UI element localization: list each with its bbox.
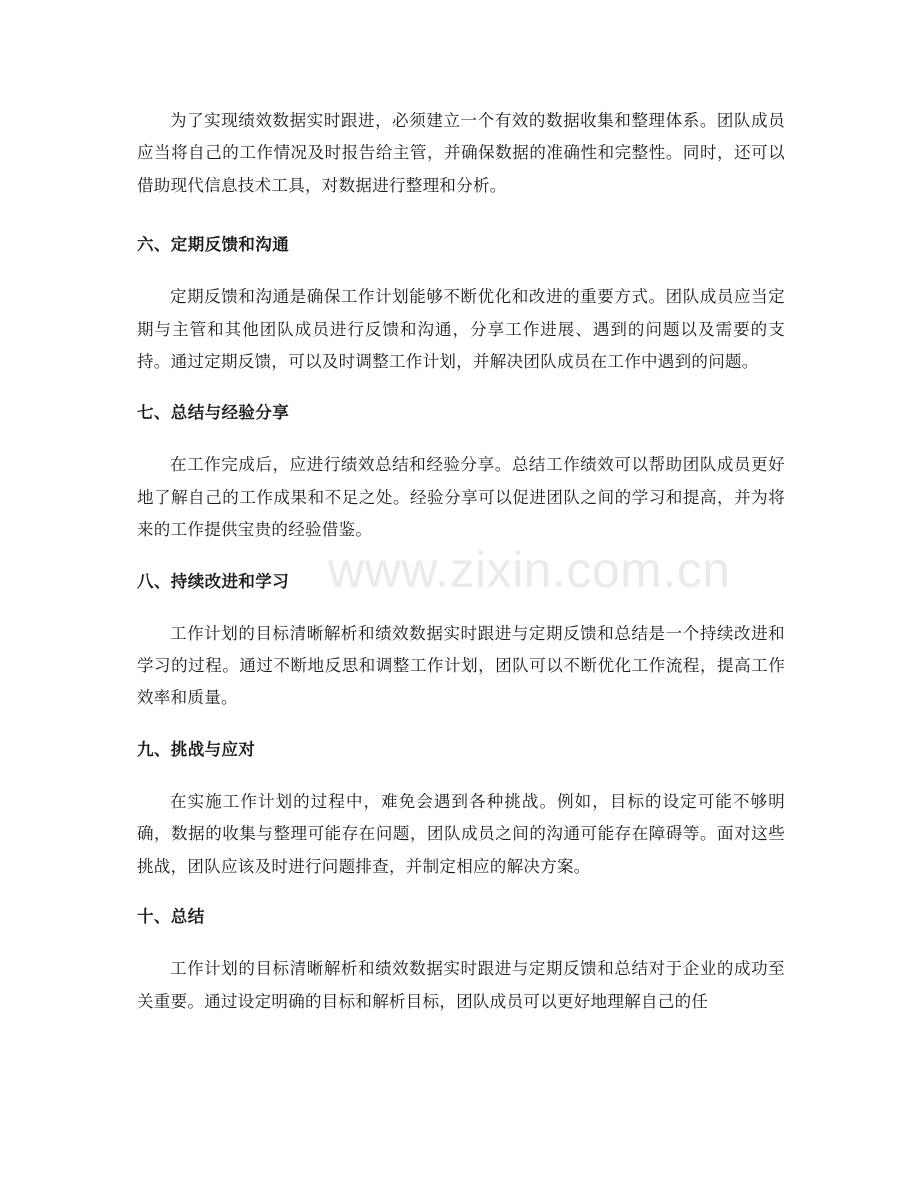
section-paragraph-9: 在实施工作计划的过程中，难免会遇到各种挑战。例如，目标的设定可能不够明确，数据的收集与整理可能存在问题，团队成员之间的沟通可能存在障碍等。面对这些挑战，团队应该及时进行问题排查，并制定相应的解决方案。 <box>137 791 785 876</box>
watermark: www.zixin.com.cn <box>328 542 731 598</box>
section-heading-7: 七、总结与经验分享 <box>137 403 290 423</box>
intro-paragraph: 为了实现绩效数据实时跟进，必须建立一个有效的数据收集和整理体系。团队成员应当将自己的工作情况及时报告给主管，并确保数据的准确性和完整性。同时，还可以借助现代信息技术工具，对数据进行整理和分析。 <box>137 111 785 195</box>
section-paragraph-10: 工作计划的目标清晰解析和绩效数据实时跟进与定期反馈和总结对于企业的成功至关重要。通过设定明确的目标和解析目标，团队成员可以更好地理解自己的任 <box>137 959 785 1011</box>
section-heading-9: 九、挑战与应对 <box>137 739 256 759</box>
section-heading-10: 十、总结 <box>137 907 205 927</box>
section-paragraph-7: 在工作完成后，应进行绩效总结和经验分享。总结工作绩效可以帮助团队成员更好地了解自己的工作成果和不足之处。经验分享可以促进团队之间的学习和提高，并为将来的工作提供宝贵的经验借鉴。 <box>137 455 785 540</box>
section-paragraph-6: 定期反馈和沟通是确保工作计划能够不断优化和改进的重要方式。团队成员应当定期与主管和其他团队成员进行反馈和沟通，分享工作进展、遇到的问题以及需要的支持。通过定期反馈，可以及时调整工作计划，并解决团队成员在工作中遇到的问题。 <box>137 287 785 372</box>
section-heading-6: 六、定期反馈和沟通 <box>137 235 290 255</box>
document-body <box>137 105 785 1018</box>
section-paragraph-8: 工作计划的目标清晰解析和绩效数据实时跟进与定期反馈和总结是一个持续改进和学习的过程。通过不断地反思和调整工作计划，团队可以不断优化工作流程，提高工作效率和质量。 <box>137 623 785 708</box>
section-heading-8: 八、持续改进和学习 <box>137 571 290 591</box>
